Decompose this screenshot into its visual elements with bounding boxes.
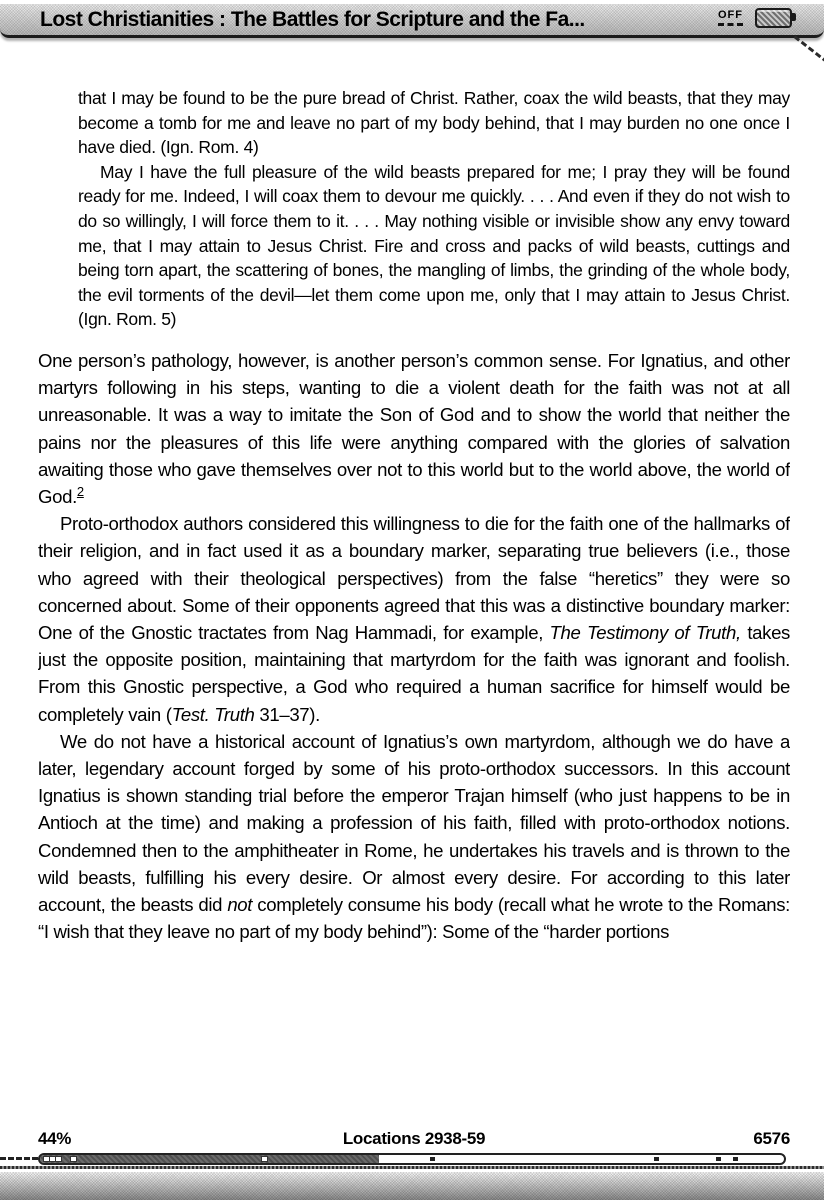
locations-label: Locations 2938-59 [342, 1129, 486, 1148]
screen-bottom-edge [0, 1166, 824, 1169]
paragraph [38, 510, 790, 728]
text-run: We do not have a historical account of Ignatius’s own martyrdom, although we do have a later, legendary account forged by some of his proto-orthodox successors. In this account Ignatius is shown standing trial before the emperor Trajan himself (who just happens to be in Antioch at the time) and making a profession of his faith, filled with proto-orthodox notions. Condemned then to the amphitheater in Rome, he undertakes his travels and is thrown to the wild beasts, fulfilling his every desire. Or almost every desire. For according to this later account, the beasts did [38, 730, 790, 915]
wireless-off-indicator: OFF [718, 10, 743, 26]
text-run: May I have the full pleasure of the wild beasts prepared for me; I pray they will be found ready for me. Indeed, I will coax them to devour me quickly. . . . And even if they do not wish to do so willingly, I will force them to it. . . . May nothing visible or invisible show any envy toward me, that I may attain to Jesus Christ. Fire and cross and packs of wild beasts, cuttings and being torn apart, the scattering of bones, the mangling of limbs, the grinding of the whole body, the evil torments of the devil—let them come upon me, only that I may attain to Jesus Christ. (Ign. Rom. 5) [78, 161, 790, 330]
paragraph [78, 86, 790, 160]
progress-percent: 44% [38, 1129, 72, 1148]
chapter-marker-read [44, 1157, 49, 1161]
progress-fill [40, 1155, 379, 1163]
footnote-link[interactable]: 2 [76, 483, 84, 499]
title-bar [0, 4, 824, 38]
italic-text: The Testimony of Truth, [549, 621, 741, 643]
total-locations: 6576 [753, 1129, 790, 1148]
italic-text: Test. Truth [171, 703, 255, 725]
reading-progress-bar [38, 1153, 786, 1165]
chapter-marker-unread [430, 1157, 435, 1161]
text-run: One person’s pathology, however, is another person’s common sense. For Ignatius, and other martyrs following in his steps, wanting to die a violent death for the faith was not at all unreasonable. It was a way to imitate the Son of God and to show the world that neither the pains nor the pleasures of this life were anything compared with the glories of salvation awaiting those who gave themselves over not to this world but to the world above, the world of God. [38, 349, 790, 507]
text-run: that I may be found to be the pure bread of Christ. Rather, coax the wild beasts, that they may become a tomb for me and leave no part of my body behind, that I may burden no one once I have died. (Ign. Rom. 4) [78, 88, 790, 158]
chapter-marker-unread [733, 1157, 738, 1161]
book-title: Lost Christianities : The Battles for Scripture and the Fa... [40, 7, 585, 31]
chapter-marker-read [262, 1157, 267, 1161]
chapter-marker-read [71, 1157, 76, 1161]
text-run: takes just the opposite position, maintaining that martyrdom for the faith was ignorant and foolish. From this Gnostic perspective, a God who required a human sacrifice for himself would be completely vain ( [38, 621, 790, 725]
antenna-dashed-line-icon [794, 35, 824, 63]
footer-status-row [38, 1129, 790, 1151]
battery-icon [755, 8, 792, 28]
book-text [38, 86, 790, 1122]
chapter-marker-read [56, 1157, 61, 1161]
paragraph [78, 160, 790, 332]
status-cluster [718, 8, 792, 28]
chapter-marker-read [50, 1157, 55, 1161]
text-run: completely consume his body (recall what he wrote to the Romans: “I wish that they leave no part of my body behind”): Some of the “harder portions [38, 894, 790, 943]
progress-left-dashes [0, 1157, 38, 1160]
chapter-marker-unread [654, 1157, 659, 1161]
text-run: Proto-orthodox authors considered this willingness to die for the faith one of the hallmarks of their religion, and in fact used it as a boundary marker, separating true believers (i.e., those who agreed with their theological perspectives) from the false “heretics” they were so concerned about. Some of their opponents agreed that this was a distinctive boundary marker: One of the Gnostic tractates from Nag Hammadi, for example, [38, 513, 790, 643]
chapter-marker-unread [716, 1157, 721, 1161]
text-run: 31–37). [254, 703, 320, 725]
paragraph [38, 347, 790, 510]
paragraph [38, 728, 790, 946]
bottom-bezel-gradient [0, 1172, 824, 1200]
italic-text: not [227, 894, 253, 915]
